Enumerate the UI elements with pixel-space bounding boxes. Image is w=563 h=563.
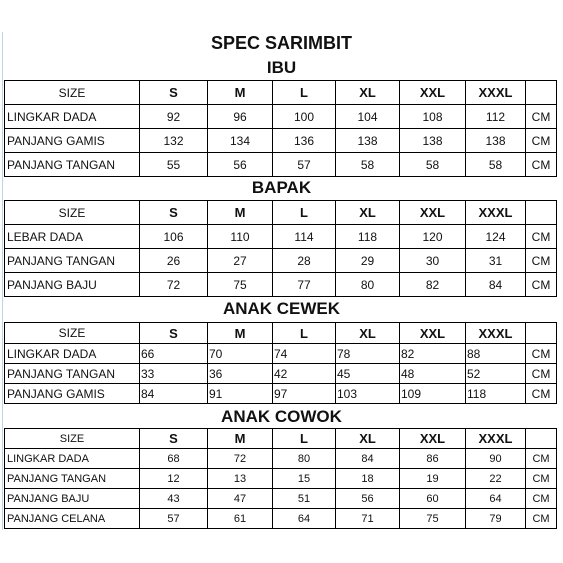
table-bapak [4, 200, 557, 297]
row-label: PANJANG TANGAN [5, 364, 140, 384]
table-row [5, 273, 557, 297]
cell-value: 132 [140, 129, 208, 153]
cell-value: 64 [273, 509, 336, 529]
empty-cell [526, 323, 557, 344]
row-label: PANJANG GAMIS [5, 129, 140, 153]
unit-cell: CM [526, 384, 557, 404]
cell-value: 82 [400, 273, 466, 297]
cell-value: 124 [466, 225, 526, 249]
cell-value: 68 [140, 449, 208, 469]
cell-value: 56 [336, 489, 400, 509]
table-row [5, 105, 557, 129]
cell-value: 75 [400, 509, 466, 529]
cell-value: 86 [400, 449, 466, 469]
table-anak-cewek [4, 322, 557, 404]
unit-cell: CM [526, 153, 557, 177]
cell-value: 36 [208, 364, 273, 384]
cell-value: 27 [208, 249, 273, 273]
cell-value: 118 [336, 225, 400, 249]
size-xl: XL [336, 201, 400, 225]
unit-cell: CM [526, 364, 557, 384]
cell-value: 84 [336, 449, 400, 469]
cell-value: 13 [208, 469, 273, 489]
cell-value: 136 [273, 129, 336, 153]
cell-value: 52 [466, 364, 526, 384]
cell-value: 80 [273, 449, 336, 469]
cell-value: 120 [400, 225, 466, 249]
row-label: PANJANG TANGAN [5, 469, 140, 489]
cell-value: 74 [273, 344, 336, 364]
unit-cell: CM [526, 489, 557, 509]
size-header: SIZE [5, 429, 140, 449]
cell-value: 45 [336, 364, 400, 384]
section-title-ibu: IBU [266, 58, 297, 77]
cell-value: 42 [273, 364, 336, 384]
cell-value: 43 [140, 489, 208, 509]
table-row [5, 469, 557, 489]
cell-value: 29 [336, 249, 400, 273]
size-m: M [208, 201, 273, 225]
size-xl: XL [336, 323, 400, 344]
cell-value: 19 [400, 469, 466, 489]
size-xxl: XXL [400, 81, 466, 105]
row-label: LINGKAR DADA [5, 344, 140, 364]
cell-value: 79 [466, 509, 526, 529]
section-title-anak-cewek: ANAK CEWEK [222, 299, 341, 318]
section-title-anak-cowok: ANAK COWOK [221, 407, 342, 426]
table-header-row [5, 429, 557, 449]
row-label: LEBAR DADA [5, 225, 140, 249]
empty-cell [526, 429, 557, 449]
table-header-row [5, 201, 557, 225]
size-l: L [273, 81, 336, 105]
cell-value: 138 [400, 129, 466, 153]
row-label: LINGKAR DADA [5, 449, 140, 469]
cell-value: 72 [140, 273, 208, 297]
cell-value: 108 [400, 105, 466, 129]
cell-value: 57 [273, 153, 336, 177]
cell-value: 78 [336, 344, 400, 364]
cell-value: 70 [208, 344, 273, 364]
cell-value: 109 [400, 384, 466, 404]
row-label: LINGKAR DADA [5, 105, 140, 129]
cell-value: 90 [466, 449, 526, 469]
table-row [5, 153, 557, 177]
cell-value: 51 [273, 489, 336, 509]
cell-value: 104 [336, 105, 400, 129]
size-header: SIZE [5, 201, 140, 225]
cell-value: 84 [140, 384, 208, 404]
size-s: S [140, 201, 208, 225]
row-label: PANJANG BAJU [5, 489, 140, 509]
cell-value: 110 [208, 225, 273, 249]
size-l: L [273, 323, 336, 344]
table-row [5, 249, 557, 273]
size-s: S [140, 323, 208, 344]
empty-cell [526, 81, 557, 105]
unit-cell: CM [526, 449, 557, 469]
cell-value: 118 [466, 384, 526, 404]
size-xxxl: XXXL [466, 81, 526, 105]
size-xxxl: XXXL [466, 429, 526, 449]
empty-cell [526, 201, 557, 225]
size-xxl: XXL [400, 429, 466, 449]
cell-value: 31 [466, 249, 526, 273]
cell-value: 47 [208, 489, 273, 509]
table-anak-cowok [4, 428, 557, 529]
size-m: M [208, 81, 273, 105]
table-row [5, 449, 557, 469]
cell-value: 92 [140, 105, 208, 129]
cell-value: 91 [208, 384, 273, 404]
cell-value: 77 [273, 273, 336, 297]
cell-value: 28 [273, 249, 336, 273]
sheet-gridline [2, 32, 3, 530]
cell-value: 106 [140, 225, 208, 249]
size-s: S [140, 429, 208, 449]
unit-cell: CM [526, 469, 557, 489]
cell-value: 58 [400, 153, 466, 177]
table-row [5, 344, 557, 364]
cell-value: 18 [336, 469, 400, 489]
size-xl: XL [336, 429, 400, 449]
size-header: SIZE [5, 81, 140, 105]
cell-value: 112 [466, 105, 526, 129]
size-header: SIZE [5, 323, 140, 344]
cell-value: 64 [466, 489, 526, 509]
cell-value: 138 [466, 129, 526, 153]
cell-value: 33 [140, 364, 208, 384]
unit-cell: CM [526, 509, 557, 529]
cell-value: 75 [208, 273, 273, 297]
unit-cell: CM [526, 225, 557, 249]
cell-value: 57 [140, 509, 208, 529]
size-m: M [208, 429, 273, 449]
size-xxxl: XXXL [466, 201, 526, 225]
table-row [5, 129, 557, 153]
table-row [5, 225, 557, 249]
unit-cell: CM [526, 129, 557, 153]
cell-value: 72 [208, 449, 273, 469]
page-title: SPEC SARIMBIT [210, 33, 352, 53]
cell-value: 12 [140, 469, 208, 489]
cell-value: 82 [400, 344, 466, 364]
size-l: L [273, 429, 336, 449]
unit-cell: CM [526, 105, 557, 129]
cell-value: 26 [140, 249, 208, 273]
unit-cell: CM [526, 273, 557, 297]
cell-value: 103 [336, 384, 400, 404]
row-label: PANJANG TANGAN [5, 249, 140, 273]
row-label: PANJANG GAMIS [5, 384, 140, 404]
cell-value: 80 [336, 273, 400, 297]
table-header-row [5, 323, 557, 344]
cell-value: 30 [400, 249, 466, 273]
size-xxl: XXL [400, 323, 466, 344]
cell-value: 61 [208, 509, 273, 529]
cell-value: 84 [466, 273, 526, 297]
size-xl: XL [336, 81, 400, 105]
size-xxl: XXL [400, 201, 466, 225]
cell-value: 22 [466, 469, 526, 489]
cell-value: 97 [273, 384, 336, 404]
row-label: PANJANG BAJU [5, 273, 140, 297]
table-ibu [4, 80, 557, 177]
unit-cell: CM [526, 344, 557, 364]
cell-value: 96 [208, 105, 273, 129]
cell-value: 71 [336, 509, 400, 529]
table-row [5, 384, 557, 404]
cell-value: 60 [400, 489, 466, 509]
size-xxxl: XXXL [466, 323, 526, 344]
row-label: PANJANG TANGAN [5, 153, 140, 177]
size-m: M [208, 323, 273, 344]
cell-value: 48 [400, 364, 466, 384]
cell-value: 88 [466, 344, 526, 364]
cell-value: 66 [140, 344, 208, 364]
table-row [5, 489, 557, 509]
cell-value: 114 [273, 225, 336, 249]
table-row [5, 364, 557, 384]
table-header-row [5, 81, 557, 105]
cell-value: 55 [140, 153, 208, 177]
section-title-bapak: BAPAK [251, 178, 312, 197]
table-row [5, 509, 557, 529]
cell-value: 100 [273, 105, 336, 129]
size-s: S [140, 81, 208, 105]
cell-value: 138 [336, 129, 400, 153]
row-label: PANJANG CELANA [5, 509, 140, 529]
cell-value: 56 [208, 153, 273, 177]
unit-cell: CM [526, 249, 557, 273]
cell-value: 58 [466, 153, 526, 177]
size-l: L [273, 201, 336, 225]
cell-value: 58 [336, 153, 400, 177]
cell-value: 15 [273, 469, 336, 489]
cell-value: 134 [208, 129, 273, 153]
